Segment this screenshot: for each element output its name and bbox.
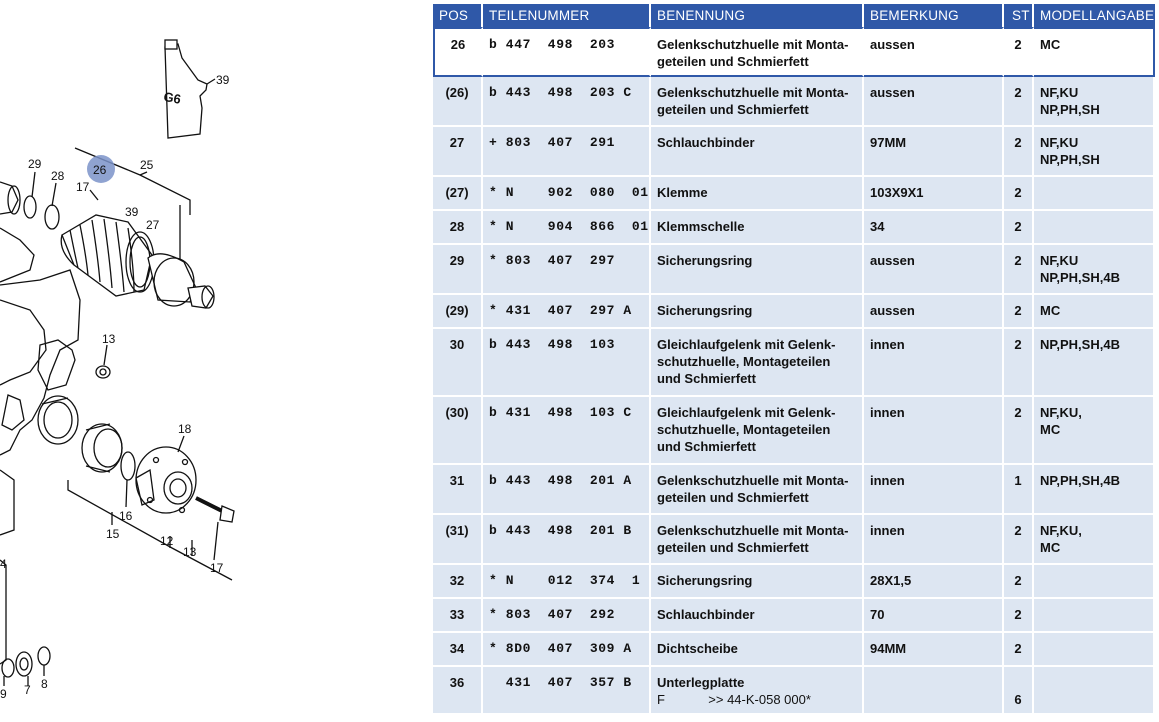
modellangabe-cell bbox=[1034, 667, 1155, 715]
bemerkung-cell: innen bbox=[864, 329, 1004, 397]
benennung-cell: Dichtscheibe bbox=[651, 633, 864, 667]
modellangabe-cell: MC bbox=[1034, 27, 1155, 77]
modellangabe-cell: NF,KU, MC bbox=[1034, 397, 1155, 465]
column-header-bemerkung[interactable]: BEMERKUNG bbox=[864, 4, 1004, 27]
teilenummer-cell: * 8D0 407 309 A bbox=[483, 633, 651, 667]
benennung-cell: Gleichlaufgelenk mit Gelenk- schutzhuelle, Montageteilen und Schmierfett bbox=[651, 329, 864, 397]
pos-cell: (30) bbox=[433, 397, 483, 465]
modellangabe-cell bbox=[1034, 211, 1155, 245]
modellangabe-cell bbox=[1034, 565, 1155, 599]
st-cell: 2 bbox=[1004, 211, 1034, 245]
teilenummer-cell: * N 904 866 01 bbox=[483, 211, 651, 245]
bemerkung-cell: innen bbox=[864, 465, 1004, 515]
benennung-text: Unterlegplatte bbox=[657, 675, 745, 690]
teilenummer-cell: b 431 498 103 C bbox=[483, 397, 651, 465]
table-row[interactable] bbox=[433, 667, 1155, 715]
pos-cell: 33 bbox=[433, 599, 483, 633]
table-row[interactable] bbox=[433, 515, 1155, 565]
table-row[interactable] bbox=[433, 465, 1155, 515]
callout-12: 12 bbox=[160, 534, 174, 548]
modellangabe-cell: NF,KU NP,PH,SH,4B bbox=[1034, 245, 1155, 295]
column-header-st[interactable]: ST bbox=[1004, 4, 1034, 27]
callout-13-bottom: 13 bbox=[183, 545, 197, 559]
st-cell: 2 bbox=[1004, 565, 1034, 599]
benennung-cell: Gelenkschutzhuelle mit Monta- geteilen und Schmierfett bbox=[651, 27, 864, 77]
table-row[interactable] bbox=[433, 245, 1155, 295]
table-row[interactable] bbox=[433, 77, 1155, 127]
teilenummer-cell: * N 902 080 01 bbox=[483, 177, 651, 211]
benennung-cell: Klemmschelle bbox=[651, 211, 864, 245]
pos-cell: 34 bbox=[433, 633, 483, 667]
st-cell: 2 bbox=[1004, 127, 1034, 177]
st-cell: 2 bbox=[1004, 177, 1034, 211]
callout-39-top: 39 bbox=[216, 73, 230, 87]
callout-8: 8 bbox=[41, 677, 48, 691]
pos-cell: (26) bbox=[433, 77, 483, 127]
callout-13-top: 13 bbox=[102, 332, 116, 346]
teilenummer-cell: b 447 498 203 bbox=[483, 27, 651, 77]
callout-17-top: 17 bbox=[76, 180, 90, 194]
parts-table bbox=[433, 4, 1155, 715]
callout-25: 25 bbox=[140, 158, 154, 172]
benennung-cell: Sicherungsring bbox=[651, 565, 864, 599]
table-row[interactable] bbox=[433, 27, 1155, 77]
bemerkung-cell bbox=[864, 667, 1004, 715]
st-cell: 2 bbox=[1004, 515, 1034, 565]
benennung-cell: Schlauchbinder bbox=[651, 599, 864, 633]
callout-15: 15 bbox=[106, 527, 120, 541]
pos-cell: 32 bbox=[433, 565, 483, 599]
benennung-cell: Gleichlaufgelenk mit Gelenk- schutzhuelle, Montageteilen und Schmierfett bbox=[651, 397, 864, 465]
table-row[interactable] bbox=[433, 177, 1155, 211]
modellangabe-cell: NP,PH,SH,4B bbox=[1034, 465, 1155, 515]
st-cell: 2 bbox=[1004, 295, 1034, 329]
bemerkung-cell: aussen bbox=[864, 295, 1004, 329]
st-cell: 2 bbox=[1004, 329, 1034, 397]
callout-16: 16 bbox=[119, 509, 133, 523]
teilenummer-cell: * 803 407 297 bbox=[483, 245, 651, 295]
st-cell: 1 bbox=[1004, 465, 1034, 515]
teilenummer-cell: 431 407 357 B bbox=[483, 667, 651, 715]
callout-18: 18 bbox=[178, 422, 192, 436]
bemerkung-cell: 70 bbox=[864, 599, 1004, 633]
teilenummer-cell: b 443 498 201 A bbox=[483, 465, 651, 515]
modellangabe-cell: NF,KU NP,PH,SH bbox=[1034, 127, 1155, 177]
modellangabe-cell: MC bbox=[1034, 295, 1155, 329]
pos-cell: 36 bbox=[433, 667, 483, 715]
benennung-cell: Gelenkschutzhuelle mit Monta- geteilen und Schmierfett bbox=[651, 77, 864, 127]
st-cell: 2 bbox=[1004, 77, 1034, 127]
st-cell: 2 bbox=[1004, 599, 1034, 633]
callout-7: 7 bbox=[24, 683, 31, 697]
bemerkung-cell: aussen bbox=[864, 27, 1004, 77]
table-row[interactable] bbox=[433, 633, 1155, 667]
parts-table-panel bbox=[433, 4, 1155, 715]
benennung-cell: Sicherungsring bbox=[651, 245, 864, 295]
benennung-cell: Schlauchbinder bbox=[651, 127, 864, 177]
bemerkung-cell: 97MM bbox=[864, 127, 1004, 177]
tube-label: G6 bbox=[162, 88, 183, 107]
st-cell: 2 bbox=[1004, 27, 1034, 77]
modellangabe-cell bbox=[1034, 633, 1155, 667]
teilenummer-cell: b 443 498 103 bbox=[483, 329, 651, 397]
modellangabe-cell: NF,KU NP,PH,SH bbox=[1034, 77, 1155, 127]
bemerkung-cell: innen bbox=[864, 397, 1004, 465]
column-header-benennung[interactable]: BENENNUNG bbox=[651, 4, 864, 27]
teilenummer-cell: b 443 498 203 C bbox=[483, 77, 651, 127]
table-row[interactable] bbox=[433, 329, 1155, 397]
bemerkung-cell: aussen bbox=[864, 77, 1004, 127]
table-header-row bbox=[433, 4, 1155, 27]
benennung-footnote: F >> 44-K-058 000* bbox=[657, 692, 811, 707]
pos-cell: 31 bbox=[433, 465, 483, 515]
teilenummer-cell: b 443 498 201 B bbox=[483, 515, 651, 565]
table-row[interactable] bbox=[433, 397, 1155, 465]
bemerkung-cell: 28X1,5 bbox=[864, 565, 1004, 599]
exploded-parts-diagram bbox=[0, 0, 430, 722]
modellangabe-cell bbox=[1034, 599, 1155, 633]
table-row[interactable] bbox=[433, 211, 1155, 245]
pos-cell: (31) bbox=[433, 515, 483, 565]
modellangabe-cell: NF,KU, MC bbox=[1034, 515, 1155, 565]
callout-29: 29 bbox=[28, 157, 42, 171]
column-header-pos[interactable]: POS bbox=[433, 4, 483, 27]
callout-17-bottom: 17 bbox=[210, 561, 224, 575]
pos-cell: (29) bbox=[433, 295, 483, 329]
modellangabe-cell: NP,PH,SH,4B bbox=[1034, 329, 1155, 397]
pos-cell: 27 bbox=[433, 127, 483, 177]
st-cell: 2 bbox=[1004, 633, 1034, 667]
table-row[interactable] bbox=[433, 295, 1155, 329]
benennung-cell: Gelenkschutzhuelle mit Monta- geteilen und Schmierfett bbox=[651, 515, 864, 565]
bemerkung-cell: 34 bbox=[864, 211, 1004, 245]
teilenummer-cell: * N 012 374 1 bbox=[483, 565, 651, 599]
st-cell: 6 bbox=[1004, 667, 1034, 715]
st-cell: 2 bbox=[1004, 397, 1034, 465]
teilenummer-cell: * 431 407 297 A bbox=[483, 295, 651, 329]
callout-28: 28 bbox=[51, 169, 65, 183]
column-header-teilenummer[interactable]: TEILENUMMER bbox=[483, 4, 651, 27]
teilenummer-cell: * 803 407 292 bbox=[483, 599, 651, 633]
benennung-cell: Gelenkschutzhuelle mit Monta- geteilen und Schmierfett bbox=[651, 465, 864, 515]
callout-27: 27 bbox=[146, 218, 160, 232]
table-row[interactable] bbox=[433, 127, 1155, 177]
column-header-modellangabe[interactable]: MODELLANGABE bbox=[1034, 4, 1155, 27]
bemerkung-cell: 103X9X1 bbox=[864, 177, 1004, 211]
table-row[interactable] bbox=[433, 565, 1155, 599]
benennung-cell: Klemme bbox=[651, 177, 864, 211]
bemerkung-cell: innen bbox=[864, 515, 1004, 565]
callout-9: 9 bbox=[0, 687, 7, 701]
pos-cell: (27) bbox=[433, 177, 483, 211]
pos-cell: 30 bbox=[433, 329, 483, 397]
teilenummer-cell: + 803 407 291 bbox=[483, 127, 651, 177]
pos-cell: 26 bbox=[433, 27, 483, 77]
pos-cell: 29 bbox=[433, 245, 483, 295]
pos-cell: 28 bbox=[433, 211, 483, 245]
callout-39-boot: 39 bbox=[125, 205, 139, 219]
benennung-cell: Sicherungsring bbox=[651, 295, 864, 329]
bemerkung-cell: 94MM bbox=[864, 633, 1004, 667]
callout-4: 4 bbox=[0, 557, 7, 571]
bemerkung-cell: aussen bbox=[864, 245, 1004, 295]
benennung-cell bbox=[651, 667, 864, 715]
st-cell: 2 bbox=[1004, 245, 1034, 295]
callout-26: 26 bbox=[93, 163, 107, 177]
table-row[interactable] bbox=[433, 599, 1155, 633]
modellangabe-cell bbox=[1034, 177, 1155, 211]
